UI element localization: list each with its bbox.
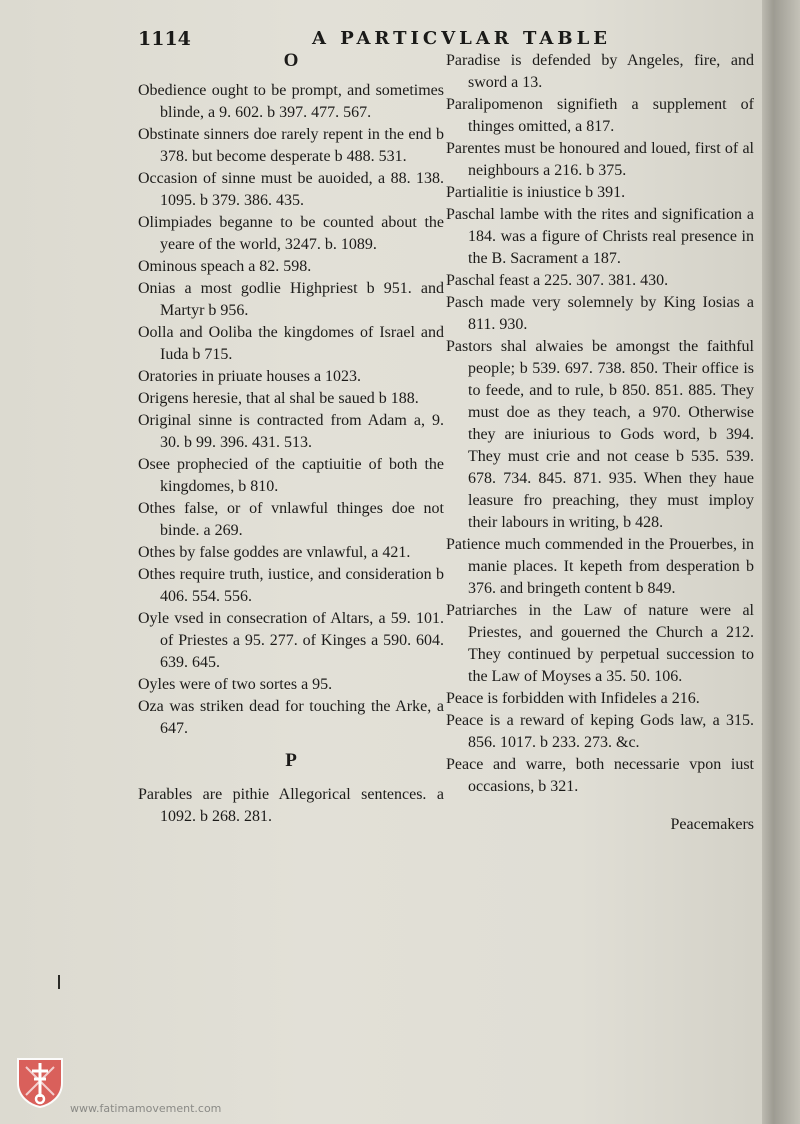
- catchword: Peacemakers: [670, 816, 754, 833]
- index-entry: Parentes must be honoured and loued, first of al neighbours a 216. b 375.: [446, 140, 754, 179]
- index-entry: Oolla and Ooliba the kingdomes of Israel and Iuda b 715.: [138, 324, 444, 363]
- section-letter: P: [285, 750, 297, 771]
- index-entry: Patriarches in the Law of nature were al Priestes, and gouerned the Church a 212. They continued by perpetual succession to the Law of Moyses a 35. 50. 106.: [446, 602, 754, 685]
- index-entry: Pasch made very solemnely by King Iosias a 811. 930.: [446, 294, 754, 333]
- index-entry: Original sinne is contracted from Adam a, 9. 30. b 99. 396. 431. 513.: [138, 412, 444, 451]
- index-entry: Obstinate sinners doe rarely repent in the end b 378. but become desperate b 488. 531.: [138, 126, 444, 165]
- index-entry: Paradise is defended by Angeles, fire, and sword a 13.: [446, 52, 754, 91]
- index-entry: Osee prophecied of the captiuitie of both the kingdomes, b 810.: [138, 456, 444, 495]
- right-index-column: [446, 50, 754, 852]
- index-entry: Peace is forbidden with Infideles a 216.: [446, 690, 700, 707]
- index-entry: Ominous speach a 82. 598.: [138, 258, 312, 275]
- ink-speck: [58, 975, 60, 989]
- footer-url: www.fatimamovement.com: [70, 1102, 222, 1115]
- index-entry: Parables are pithie Allegorical sentences. a 1092. b 268. 281.: [138, 786, 444, 825]
- index-entry: Paschal lambe with the rites and signification a 184. was a figure of Christs real presence in the B. Sacrament a 187.: [446, 206, 754, 267]
- index-entry: Onias a most godlie Highpriest b 951. and Martyr b 956.: [138, 280, 444, 319]
- running-head: A PARTICVLAR TABLE: [312, 28, 611, 49]
- papal-keys-crest-icon: [12, 1053, 68, 1109]
- left-index-column: [138, 50, 444, 828]
- index-entry: Patience much commended in the Prouerbes, in manie places. It kepeth from desperation b 376. and bringeth content b 849.: [446, 536, 754, 597]
- index-entry: Olimpiades beganne to be counted about the yeare of the world, 3247. b. 1089.: [138, 214, 444, 253]
- index-entry: Oyles were of two sortes a 95.: [138, 676, 333, 693]
- page-number: 1114: [138, 28, 191, 50]
- index-entry: Oza was striken dead for touching the Arke, a 647.: [138, 698, 444, 737]
- index-entry: Paschal feast a 225. 307. 381. 430.: [446, 272, 669, 289]
- index-entry: Othes require truth, iustice, and consideration b 406. 554. 556.: [138, 566, 444, 605]
- index-entry: Obedience ought to be prompt, and sometimes blinde, a 9. 602. b 397. 477. 567.: [138, 82, 444, 121]
- index-entry: Paralipomenon signifieth a supplement of thinges omitted, a 817.: [446, 96, 754, 135]
- index-entry: Oyle vsed in consecration of Altars, a 59. 101. of Priestes a 95. 277. of Kinges a 590. 604. 639. 645.: [138, 610, 444, 671]
- index-entry: Peace and warre, both necessarie vpon iust occasions, b 321.: [446, 756, 754, 795]
- index-entry: Origens heresie, that al shal be saued b 188.: [138, 390, 419, 407]
- index-entry: Pastors shal alwaies be amongst the faithful people; b 539. 697. 738. 850. Their office is to feede, and to rule, b 850. 851. 885. They must doe as they teach, a 970. Otherwise they are iniurious to Gods word, b 394. They must crie and not cease b 535. 539. 678. 734. 845. 871. 935. When they haue leasure fro preaching, they must imploy their labours in writing, b 428.: [446, 338, 754, 531]
- index-entry: Partialitie is iniustice b 391.: [446, 184, 626, 201]
- index-entry: Othes by false goddes are vnlawful, a 421.: [138, 544, 411, 561]
- page-edge: [762, 0, 800, 1124]
- index-entry: Othes false, or of vnlawful thinges doe not binde. a 269.: [138, 500, 444, 539]
- section-letter: O: [283, 50, 299, 71]
- index-entry: Peace is a reward of keping Gods law, a 315. 856. 1017. b 233. 273. &c.: [446, 712, 754, 751]
- index-entry: Oratories in priuate houses a 1023.: [138, 368, 362, 385]
- index-entry: Occasion of sinne must be auoided, a 88. 138. 1095. b 379. 386. 435.: [138, 170, 444, 209]
